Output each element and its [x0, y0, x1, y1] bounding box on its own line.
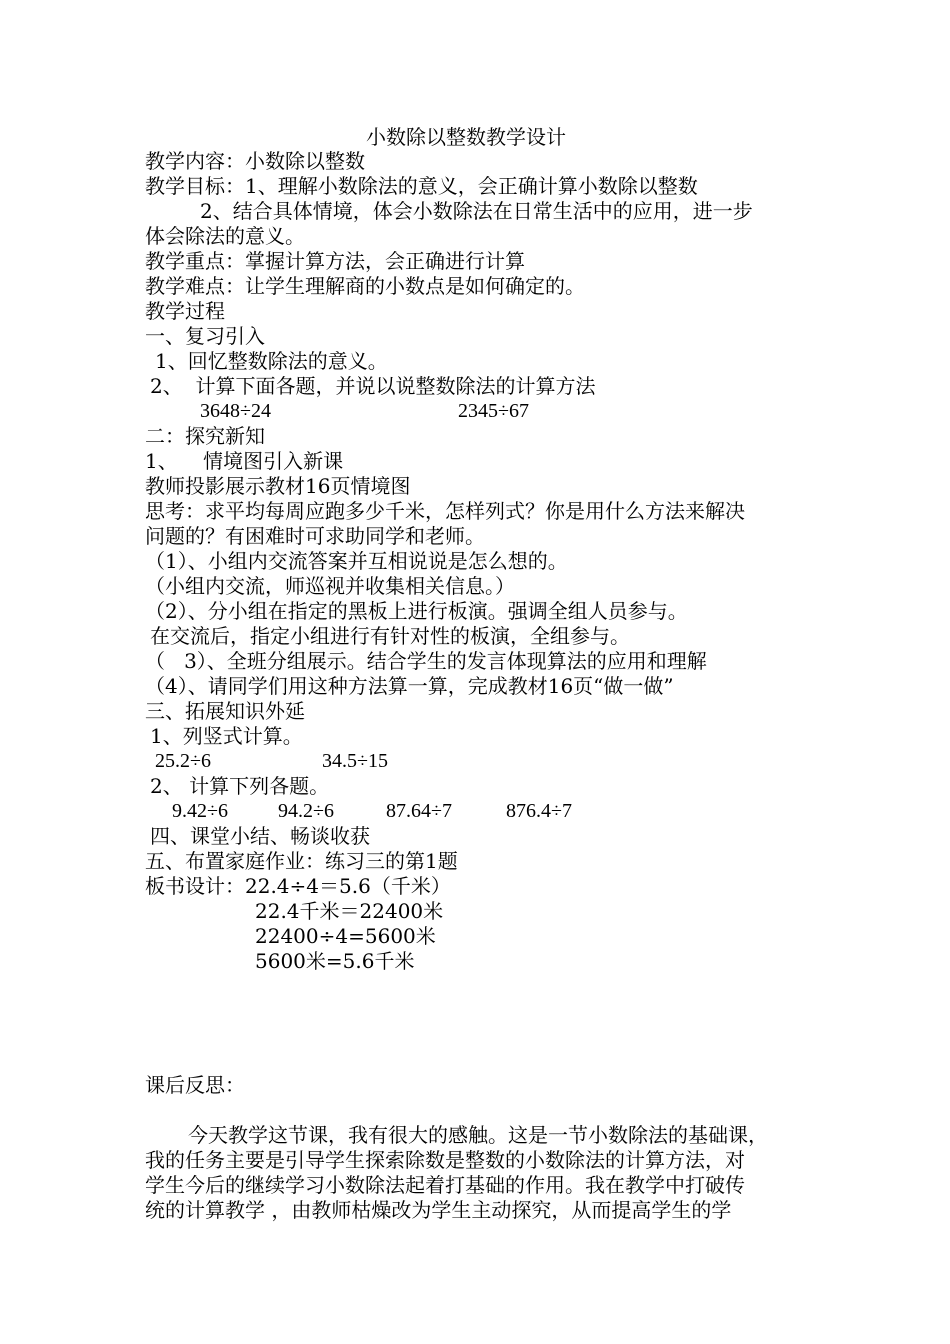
section-5: 五、布置家庭作业：练习三的第1题	[145, 849, 458, 873]
reflection-line-4: 统的计算教学 ，由教师枯燥改为学生主动探究，从而提高学生的学	[145, 1198, 732, 1222]
step-2-note: 在交流后，指定小组进行有针对性的板演，全组参与。	[150, 624, 630, 648]
section-2-item-1: 1、 情境图引入新课	[145, 449, 344, 473]
reflection-line-1: 今天教学这节课，我有很大的感触。这是一节小数除法的基础课，	[188, 1123, 768, 1147]
teaching-goal-line-1: 教学目标：1、理解小数除法的意义，会正确计算小数除以整数	[145, 174, 698, 198]
exercise-3: 87.64÷7	[386, 800, 452, 822]
exercise-4: 876.4÷7	[506, 800, 572, 822]
step-1: （1）、小组内交流答案并互相说说是怎么想的。	[145, 549, 568, 573]
section-2-heading: 二：探究新知	[145, 424, 265, 448]
board-design-line-3: 22400÷4=5600米	[255, 924, 436, 948]
document-title: 小数除以整数教学设计	[366, 125, 566, 149]
vertical-exercise-2: 34.5÷15	[322, 750, 388, 772]
step-1-note: （小组内交流，师巡视并收集相关信息。）	[145, 574, 515, 598]
step-2: （2）、分小组在指定的黑板上进行板演。强调全组人员参与。	[145, 599, 688, 623]
teaching-difficulty: 教学难点：让学生理解商的小数点是如何确定的。	[145, 274, 585, 298]
think-line-1: 思考：求平均每周应跑多少千米，怎样列式？你是用什么方法来解决	[145, 499, 745, 523]
section-3-item-1: 1、列竖式计算。	[150, 724, 303, 748]
section-1-item-1: 1、回忆整数除法的意义。	[155, 349, 388, 373]
review-exercise-2: 2345÷67	[458, 400, 529, 422]
board-design-line-4: 5600米=5.6千米	[255, 949, 415, 973]
step-3: （ 3）、全班分组展示。结合学生的发言体现算法的应用和理解	[145, 649, 707, 673]
board-design-line-1: 板书设计：22.4÷4＝5.6（千米）	[145, 874, 451, 898]
think-line-2: 问题的？有困难时可求助同学和老师。	[145, 524, 485, 548]
section-1-item-2: 2、 计算下面各题，并说以说整数除法的计算方法	[150, 374, 596, 398]
teaching-content: 教学内容：小数除以整数	[145, 149, 365, 173]
exercise-2: 94.2÷6	[278, 800, 334, 822]
board-design-line-2: 22.4千米＝22400米	[255, 899, 444, 923]
exercise-1: 9.42÷6	[172, 800, 228, 822]
reflection-line-2: 我的任务主要是引导学生探索除数是整数的小数除法的计算方法，对	[145, 1148, 745, 1172]
process-heading: 教学过程	[145, 299, 225, 323]
review-exercise-1: 3648÷24	[200, 400, 271, 422]
teaching-key-point: 教学重点：掌握计算方法，会正确进行计算	[145, 249, 525, 273]
section-1-heading: 一、复习引入	[145, 324, 265, 348]
projector-line: 教师投影展示教材16页情境图	[145, 474, 411, 498]
reflection-heading: 课后反思：	[145, 1073, 245, 1097]
teaching-goal-line-2: 2、结合具体情境，体会小数除法在日常生活中的应用，进一步	[200, 199, 753, 223]
section-3-heading: 三、拓展知识外延	[145, 699, 305, 723]
reflection-line-3: 学生今后的继续学习小数除法起着打基础的作用。我在教学中打破传	[145, 1173, 745, 1197]
section-3-item-2: 2、 计算下列各题。	[150, 774, 330, 798]
vertical-exercise-1: 25.2÷6	[155, 750, 211, 772]
section-4: 四、课堂小结、畅谈收获	[150, 824, 370, 848]
teaching-goal-line-3: 体会除法的意义。	[145, 224, 305, 248]
step-4: （4）、请同学们用这种方法算一算，完成教材16页“做一做”	[145, 674, 674, 698]
